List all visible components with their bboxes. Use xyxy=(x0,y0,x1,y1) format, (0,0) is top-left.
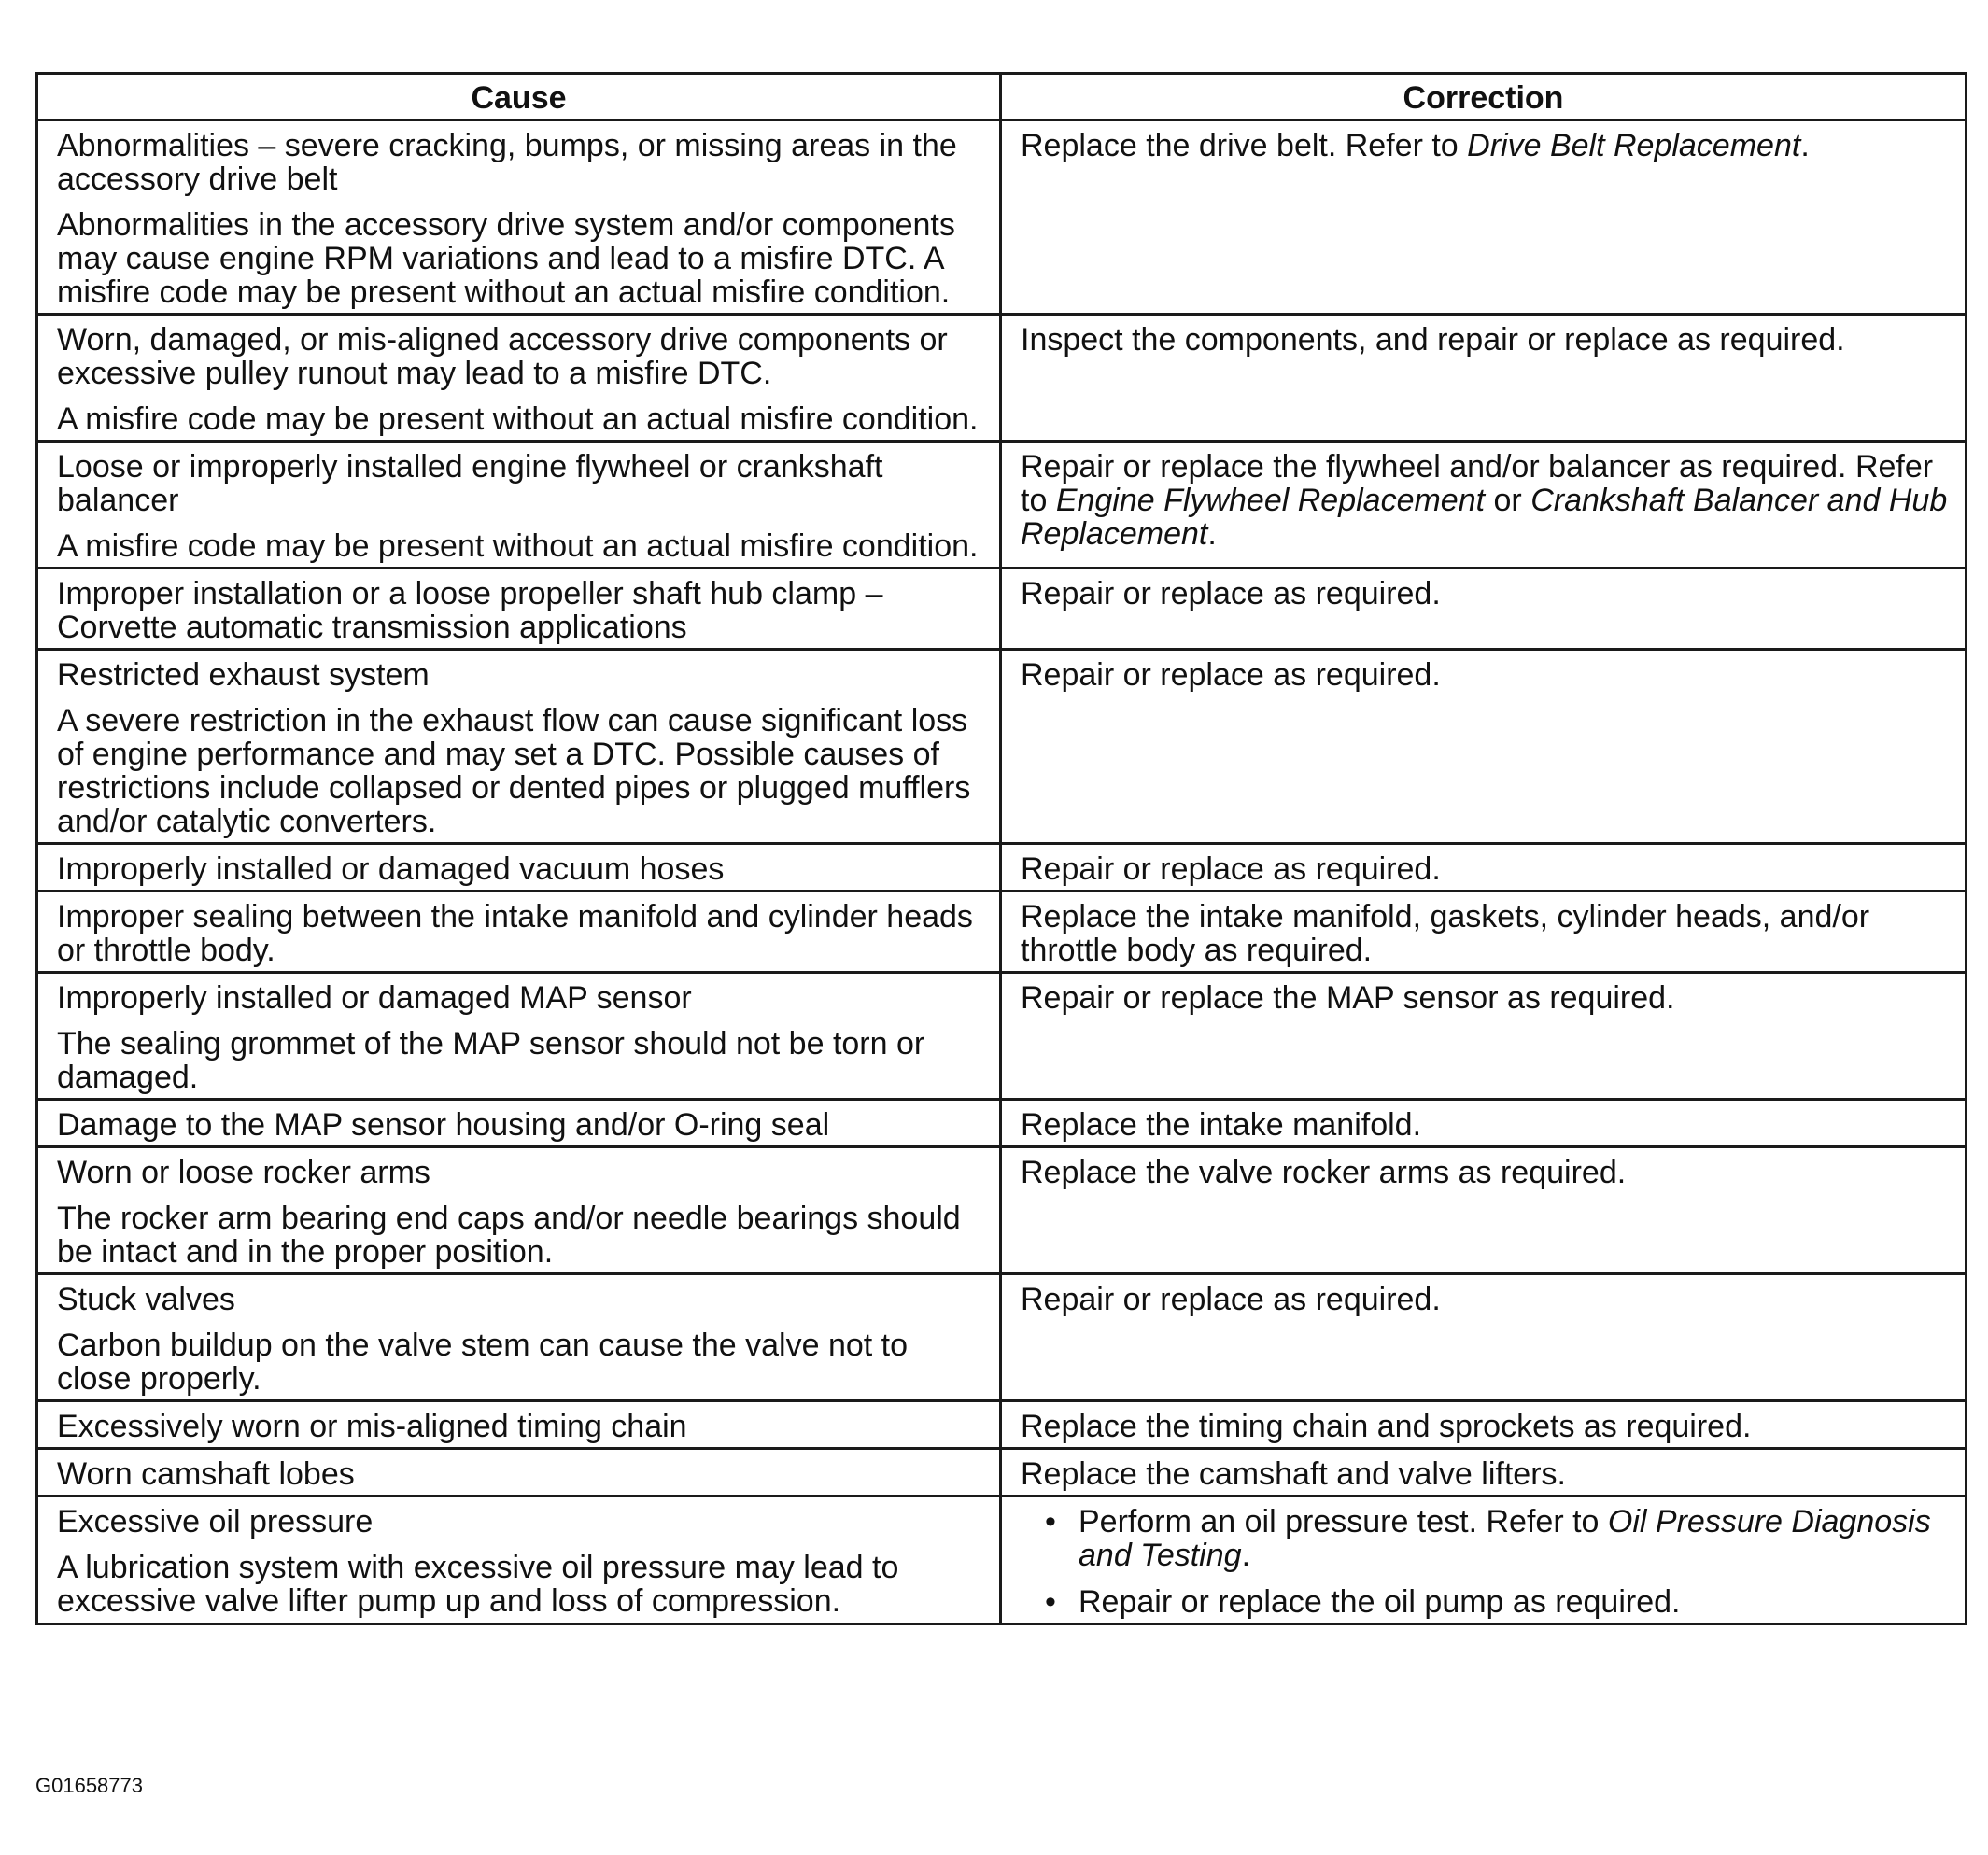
correction-text xyxy=(1021,577,1952,611)
table-row xyxy=(37,1449,1967,1497)
cause-cell xyxy=(37,1100,1001,1147)
table-row xyxy=(37,650,1967,844)
cause-detail-text: The rocker arm bearing end caps and/or needle bearings should be intact and in the proper position. xyxy=(57,1201,961,1270)
cause-cell xyxy=(37,1147,1001,1274)
table-body xyxy=(37,120,1967,1624)
correction-text-run: Replace the valve rocker arms as required. xyxy=(1021,1155,1627,1190)
cause-detail-text: The sealing grommet of the MAP sensor should not be torn or damaged. xyxy=(57,1026,925,1095)
correction-text xyxy=(1021,323,1952,357)
correction-text xyxy=(1021,450,1952,551)
reference-link-text: Crankshaft Balancer and Hub Replacement xyxy=(1021,483,1948,552)
cause-text: Improperly installed or damaged vacuum hoses xyxy=(57,851,725,887)
correction-text-run: Repair or replace as required. xyxy=(1021,851,1441,887)
cause-text: Worn camshaft lobes xyxy=(57,1456,355,1492)
correction-text-run: Replace the intake manifold. xyxy=(1021,1107,1422,1143)
table-row xyxy=(37,442,1967,569)
correction-cell xyxy=(1001,569,1967,650)
table-row xyxy=(37,973,1967,1100)
cause-text: Restricted exhaust system xyxy=(57,657,430,693)
correction-text-run: Replace the camshaft and valve lifters. xyxy=(1021,1456,1566,1492)
correction-text xyxy=(1021,658,1952,692)
correction-bullet-list xyxy=(1021,1505,1952,1619)
table-row xyxy=(37,844,1967,892)
table-row xyxy=(37,120,1967,315)
reference-link-text: Oil Pressure Diagnosis and Testing xyxy=(1079,1504,1931,1573)
cause-detail-text: A misfire code may be present without an actual misfire condition. xyxy=(57,528,979,564)
correction-text-run: Repair or replace the MAP sensor as required. xyxy=(1021,980,1675,1016)
correction-cell xyxy=(1001,973,1967,1100)
cause-cell xyxy=(37,120,1001,315)
bullet-icon: • xyxy=(1045,1504,1056,1539)
correction-text xyxy=(1021,900,1952,967)
table-row xyxy=(37,1274,1967,1401)
cause-cell xyxy=(37,569,1001,650)
cause-cell xyxy=(37,892,1001,973)
cause-detail-text: A misfire code may be present without an actual misfire condition. xyxy=(57,401,979,437)
correction-cell xyxy=(1001,844,1967,892)
cause-text: Excessive oil pressure xyxy=(57,1504,374,1539)
table-row xyxy=(37,569,1967,650)
correction-cell xyxy=(1001,120,1967,315)
bullet-icon: • xyxy=(1045,1584,1056,1620)
cause-cell xyxy=(37,1497,1001,1624)
table-row xyxy=(37,1100,1967,1147)
cause-cell xyxy=(37,1401,1001,1449)
correction-text-run: . xyxy=(1800,128,1810,163)
cause-correction-table xyxy=(35,72,1967,1625)
table-row xyxy=(37,892,1967,973)
cause-cell xyxy=(37,973,1001,1100)
table-header-row xyxy=(37,74,1967,120)
correction-cell xyxy=(1001,442,1967,569)
figure-id: G01658773 xyxy=(35,1774,143,1797)
cause-text: Damage to the MAP sensor housing and/or O-ring seal xyxy=(57,1107,830,1143)
correction-text-run: Repair or replace the flywheel and/or balancer as required. Refer to xyxy=(1021,449,1934,518)
cause-text: Worn or loose rocker arms xyxy=(57,1155,430,1190)
correction-text xyxy=(1021,1410,1952,1443)
cause-text: Worn, damaged, or mis-aligned accessory drive components or excessive pulley runout may lead to a misfire DTC. xyxy=(57,322,948,391)
correction-bullet-item xyxy=(1045,1584,1952,1620)
correction-text-run: Repair or replace as required. xyxy=(1021,1282,1441,1317)
correction-cell xyxy=(1001,1274,1967,1401)
correction-cell xyxy=(1001,650,1967,844)
cause-cell xyxy=(37,650,1001,844)
correction-cell xyxy=(1001,315,1967,442)
cause-cell xyxy=(37,442,1001,569)
correction-text xyxy=(1021,981,1952,1015)
cause-text: Excessively worn or mis-aligned timing chain xyxy=(57,1409,687,1444)
reference-link-text: Engine Flywheel Replacement xyxy=(1055,483,1486,518)
correction-text xyxy=(1021,852,1952,886)
cause-text: Abnormalities – severe cracking, bumps, or missing areas in the accessory drive belt xyxy=(57,128,957,197)
correction-cell xyxy=(1001,1401,1967,1449)
correction-text xyxy=(1021,1457,1952,1491)
correction-bullet-item xyxy=(1045,1504,1952,1573)
correction-text-run: . xyxy=(1207,516,1217,552)
table-row xyxy=(37,1497,1967,1624)
correction-text-run: Replace the intake manifold, gaskets, cylinder heads, and/or throttle body as required. xyxy=(1021,899,1870,968)
cause-text: Improper installation or a loose propeller shaft hub clamp – Corvette automatic transmission applications xyxy=(57,576,883,645)
correction-text xyxy=(1021,1108,1952,1142)
correction-text xyxy=(1021,1283,1952,1316)
correction-text-run: . xyxy=(1241,1538,1251,1573)
correction-text xyxy=(1021,1156,1952,1189)
correction-text-run: Perform an oil pressure test. Refer to xyxy=(1079,1504,1608,1539)
cause-cell xyxy=(37,315,1001,442)
cause-text: Stuck valves xyxy=(57,1282,235,1317)
cause-detail-text: A severe restriction in the exhaust flow can cause significant loss of engine performance and may set a DTC. Possible causes of restrictions include collapsed or dented pipes or plugged mufflers and/or catalytic converters. xyxy=(57,703,971,839)
table-row xyxy=(37,1401,1967,1449)
correction-cell xyxy=(1001,1497,1967,1624)
correction-text-run: or xyxy=(1485,483,1531,518)
table-row xyxy=(37,1147,1967,1274)
cause-cell xyxy=(37,1274,1001,1401)
cause-text: Improperly installed or damaged MAP sensor xyxy=(57,980,692,1016)
correction-text-run: Inspect the components, and repair or replace as required. xyxy=(1021,322,1845,358)
cause-detail-text: A lubrication system with excessive oil pressure may lead to excessive valve lifter pump up and loss of compression. xyxy=(57,1550,899,1619)
cause-cell xyxy=(37,1449,1001,1497)
correction-text-run: Repair or replace as required. xyxy=(1021,657,1441,693)
cause-cell xyxy=(37,844,1001,892)
reference-link-text: Drive Belt Replacement xyxy=(1467,128,1801,163)
correction-cell xyxy=(1001,1449,1967,1497)
header-cause: Cause xyxy=(37,74,1001,120)
correction-text-run: Repair or replace as required. xyxy=(1021,576,1441,611)
cause-text: Loose or improperly installed engine flywheel or crankshaft balancer xyxy=(57,449,883,518)
correction-text-run: Replace the drive belt. Refer to xyxy=(1021,128,1468,163)
correction-cell xyxy=(1001,1100,1967,1147)
correction-text-run: Replace the timing chain and sprockets as required. xyxy=(1021,1409,1752,1444)
cause-text: Improper sealing between the intake manifold and cylinder heads or throttle body. xyxy=(57,899,973,968)
table-row xyxy=(37,315,1967,442)
header-correction: Correction xyxy=(1001,74,1967,120)
correction-text xyxy=(1021,129,1952,162)
correction-cell xyxy=(1001,892,1967,973)
correction-text-run: Repair or replace the oil pump as required. xyxy=(1079,1584,1681,1620)
cause-detail-text: Carbon buildup on the valve stem can cause the valve not to close properly. xyxy=(57,1328,909,1397)
cause-detail-text: Abnormalities in the accessory drive system and/or components may cause engine RPM variations and lead to a misfire DTC. A misfire code may be present without an actual misfire condition. xyxy=(57,207,955,310)
correction-cell xyxy=(1001,1147,1967,1274)
